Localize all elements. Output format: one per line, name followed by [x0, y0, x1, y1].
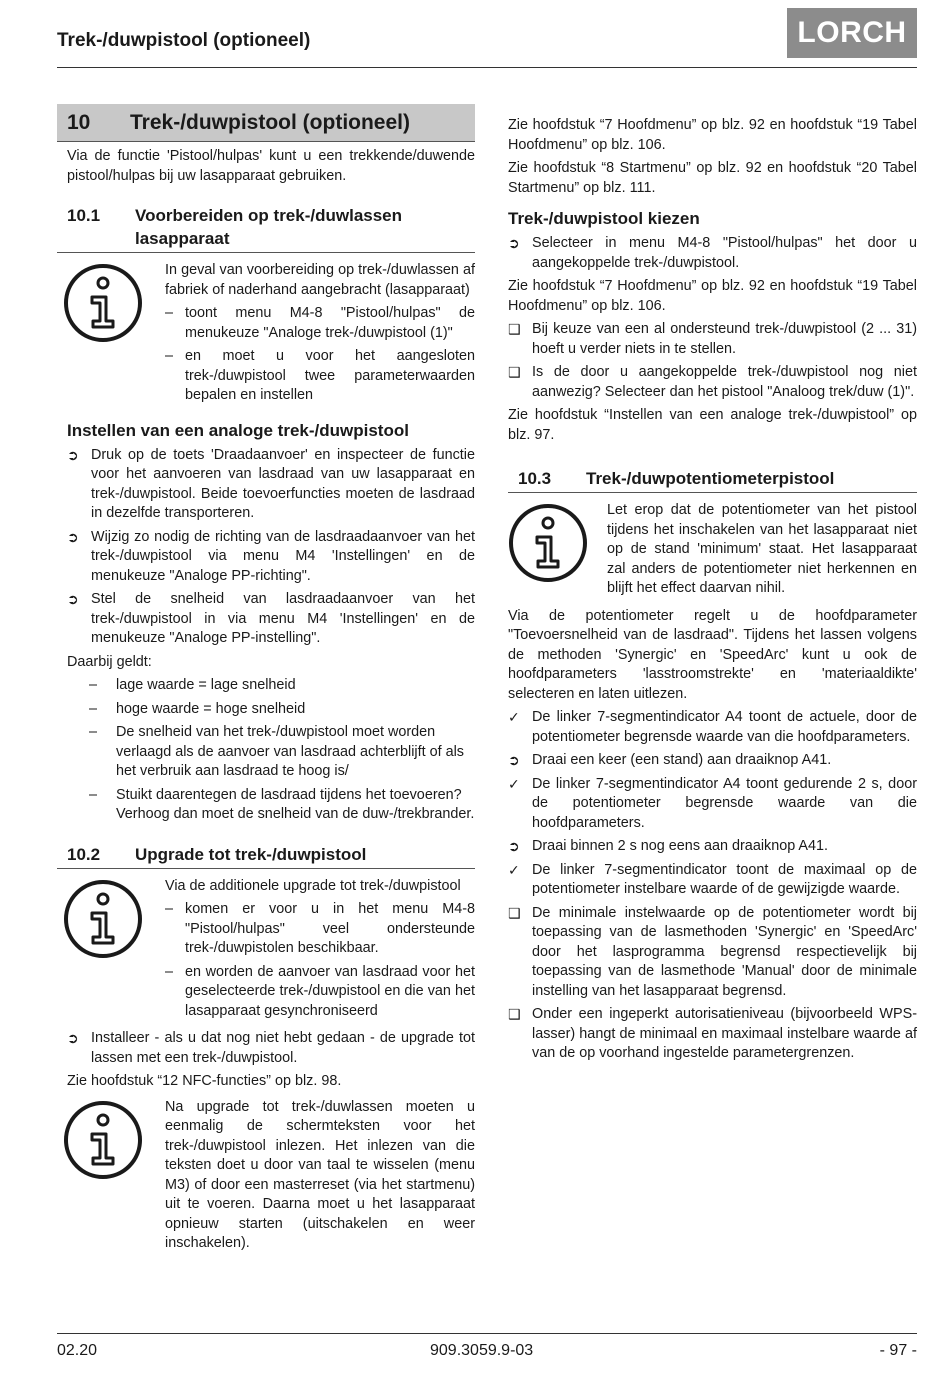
dash-marker: – [89, 677, 98, 693]
list-item: – De snelheid van het trek-/duwpistool moet worden verlaagd als de aanvoer van lasdraad achterblijft of als het verbruik aan lasdraad te hoog is/ [57, 723, 475, 782]
daarbij-text: Daarbij geldt: [67, 653, 152, 670]
info-note [57, 877, 475, 1026]
dash-marker: – [165, 901, 174, 917]
cross-reference: Zie hoofdstuk “7 Hoofdmenu” op blz. 92 en hoofdstuk “19 Tabel Hoofdmenu” op blz. 106. [508, 117, 917, 153]
checkbox-icon: ❑ [508, 321, 521, 337]
dash-marker: – [89, 724, 98, 740]
info-note [57, 1098, 475, 1258]
check-icon: ✓ [508, 861, 520, 878]
check-icon: ✓ [508, 775, 520, 792]
subheading-analoge: Instellen van een analoge trek-/duwpistool [67, 420, 409, 440]
dash-marker: – [89, 700, 98, 717]
checkbox-icon: ❑ [508, 1006, 521, 1022]
footer-date: 02.20 [57, 1342, 98, 1359]
check-icon: ✓ [508, 709, 520, 725]
cross-reference: Zie hoofdstuk “7 Hoofdmenu” op blz. 92 en hoofdstuk “19 Tabel Hoofdmenu” op blz. 106. [508, 278, 917, 314]
header-title: Trek-/duwpistool (optioneel) [57, 30, 311, 51]
checkbox-icon: ❑ [508, 364, 521, 380]
action-item: ➲ Wijzig zo nodig de richting van de lasdraadaanvoer van het trek-/duwpistool via menu M4 'Instellingen' en de menukeuze "Analoge PP-richting". [57, 528, 475, 587]
section-title: Trek-/duwpotentiometerpistool [586, 469, 835, 488]
result-item: ✓ De linker 7-segmentindicator A4 toont gedurende 2 s, door de potentiometer begrensde waarde van die hoofdparameters. [508, 775, 917, 834]
action-arrow-icon: ➲ [508, 235, 520, 251]
action-arrow-icon: ➲ [508, 752, 520, 768]
dash-marker: – [89, 786, 98, 803]
info-text: Via de additionele upgrade tot trek-/duwpistool [165, 877, 461, 894]
dash-marker: – [165, 305, 174, 321]
list-item: – en moet u voor het aangesloten trek-/duwpistool twee parameterwaarden bepalen en instellen [165, 347, 475, 406]
section-number: 10.2 [67, 844, 101, 864]
paragraph: Via de potentiometer regelt u de hoofdparameter "Toevoersnelheid van de lasdraad". Tijdens het lassen volgens de methoden 'Synergic' en 'SpeedArc' kunt u ook de hoofdparameters 'lasstroomstrekte' en 'materiaaldikte' selecteren en laten uitlezen. [508, 607, 917, 702]
action-arrow-icon: ➲ [67, 528, 79, 545]
list-item: – lage waarde = lage snelheid [57, 676, 475, 696]
info-icon [57, 261, 165, 410]
chapter-intro: Via de functie 'Pistool/hulpas' kunt u een trekkende/duwende pistool/hulpas bij uw lasapparaat gebruiken. [67, 148, 475, 184]
list-item: – komen er voor u in het menu M4-8 "Pistool/hulpas" veel ondersteunde trek-/duwpistolen beschikbaar. [165, 900, 475, 959]
action-item: ➲ Druk op de toets 'Draadaanvoer' en inspecteer de functie voor het aanvoeren van lasdraad van uw lasapparaat en trek-/duwpistool. Beide toevoerfuncties moeten de lasdraad in dezelfde transporteren. [57, 446, 475, 524]
box-item: ❑ Bij keuze van een al ondersteund trek-/duwpistool (2 ... 31) hoeft u verder niets in te stellen. [508, 320, 917, 359]
dash-marker: – [165, 963, 174, 980]
action-arrow-icon: ➲ [67, 446, 79, 463]
action-arrow-icon: ➲ [67, 591, 79, 607]
right-column [508, 116, 917, 1068]
info-icon [57, 1098, 165, 1258]
cross-reference: Zie hoofdstuk “8 Startmenu” op blz. 92 en hoofdstuk “20 Tabel Startmenu” op blz. 111. [508, 160, 917, 196]
list-item: – hoge waarde = hoge snelheid [57, 700, 475, 720]
result-item: ✓ De linker 7-segmentindicator toont de maximaal op de potentiometer instelbare waarde of de gewijzigde waarde. [508, 861, 917, 900]
action-arrow-icon: ➲ [67, 1030, 79, 1046]
info-icon [508, 501, 607, 603]
info-text: Na upgrade tot trek-/duwlassen moeten u eenmalig de schermteksten voor het trek-/duwpistool inlezen. Het inlezen van die teksten doet u door van taal te wisselen (menu M3) of door een masterreset (via het startmenu) uit te voeren. Daarna moet u het lasapparaat opnieuw starten (uitschakelen en weer inschakelen). [165, 1098, 475, 1251]
page-number: - 97 - [879, 1342, 917, 1359]
lorch-logo: LORCH [787, 8, 917, 58]
action-item: ➲ Draai een keer (een stand) aan draaiknop A41. [508, 751, 917, 771]
chapter-title: Trek-/duwpistool (optioneel) [130, 110, 410, 134]
chapter-heading [57, 104, 475, 142]
list-item: – en worden de aanvoer van lasdraad voor het geselecteerde trek-/duwpistool en die van het lasapparaat gesynchroniseerd [165, 963, 475, 1022]
cross-reference: Zie hoofdstuk “12 NFC-functies” op blz. 98. [67, 1073, 342, 1089]
checkbox-icon: ❑ [508, 904, 521, 921]
info-text: Let erop dat de potentiometer van het pistool tijdens het inschakelen van het lasapparaat niet op de stand 'minimum' staat. Het lasapparaat zal anders de potentiometer niet herkennen en blijft het effect daarvan nihil. [607, 502, 917, 596]
section-number: 10.1 [67, 206, 101, 225]
section-title: Upgrade tot trek-/duwpistool [135, 844, 367, 864]
footer-doc-number: 909.3059.9-03 [430, 1342, 534, 1359]
box-item: ❑ Is de door u aangekoppelde trek-/duwpistool nog niet aanwezig? Selecteer dan het pistool "Analoog trek/duw (1)". [508, 363, 917, 402]
action-item: ➲ Stel de snelheid van lasdraadaanvoer van het trek-/duwpistool in via menu M4 'Instellingen' en de menukeuze "Analoge PP-instelling". [57, 590, 475, 649]
list-item: – Stuikt daarentegen de lasdraad tijdens het toevoeren? Verhoog dan moet de snelheid van de duw-/trekbrander. [57, 786, 475, 825]
chapter-number: 10 [67, 110, 91, 134]
dash-marker: – [165, 348, 174, 364]
section-title: Voorbereiden op trek-/duwlassen lasapparaat [135, 206, 403, 248]
page-header [57, 0, 917, 68]
action-item: ➲ Selecteer in menu M4-8 "Pistool/hulpas" het door u aangekoppelde trek-/duwpistool. [508, 234, 917, 273]
page-footer [57, 1333, 917, 1359]
action-arrow-icon: ➲ [508, 838, 520, 854]
box-item: ❑ Onder een ingeperkt autorisatieniveau (bijvoorbeeld WPS-lasser) hangt de minimaal en maximaal instelbare waarde af van de op voorhand ingestelde parametergrenzen. [508, 1005, 917, 1064]
box-item: ❑ De minimale instelwaarde op de potentiometer wordt bij toepassing van de lasmethoden 'Synergic' en 'SpeedArc' door het lasprogramma begrensd respectievelijk bij toepassing van de lasmethode 'Manual' door de minimale instelling van het lasapparaat begrensd. [508, 904, 917, 1002]
info-icon [57, 877, 165, 1026]
cross-reference: Zie hoofdstuk “Instellen van een analoge trek-/duwpistool” op blz. 97. [508, 407, 917, 443]
section-number: 10.3 [518, 469, 552, 488]
section-heading-10-3 [508, 467, 917, 493]
info-text: In geval van voorbereiding op trek-/duwlassen af fabriek of naderhand aangebracht (lasapparaat) [165, 262, 475, 298]
info-note [57, 261, 475, 410]
info-note [508, 501, 917, 603]
action-item: ➲ Draai binnen 2 s nog eens aan draaiknop A41. [508, 837, 917, 857]
result-item: ✓ De linker 7-segmentindicator A4 toont de actuele, door de potentiometer begrensde waarde van die hoofdparameters. [508, 708, 917, 747]
section-heading-10-2 [57, 843, 475, 869]
list-item: – toont menu M4-8 "Pistool/hulpas" de menukeuze "Analoge trek-/duwpistool (1)" [165, 304, 475, 343]
left-column [57, 104, 475, 1262]
section-heading-10-1 [57, 204, 475, 253]
action-item: ➲ Installeer - als u dat nog niet hebt gedaan - de upgrade tot lassen met een trek-/duwpistool. [57, 1029, 475, 1068]
subheading-kiezen: Trek-/duwpistool kiezen [508, 209, 700, 228]
